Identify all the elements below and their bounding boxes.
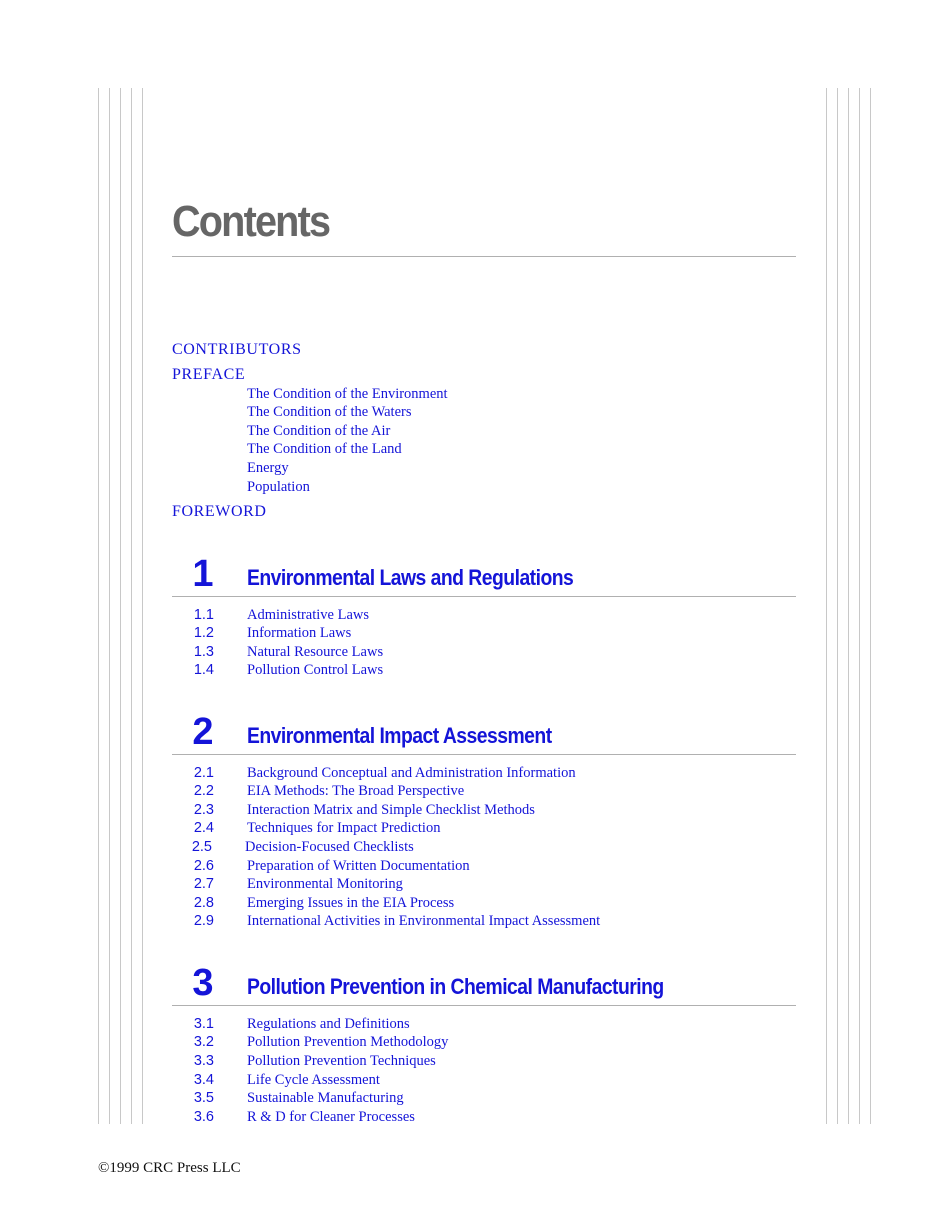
section-number: 2.9	[193, 913, 214, 929]
chapter-title[interactable]: Environmental Impact Assessment	[247, 723, 552, 748]
chapter-rule	[172, 596, 796, 597]
toc-link-preface-item[interactable]: Energy	[247, 460, 289, 476]
toc-link-preface-item[interactable]: The Condition of the Land	[247, 441, 402, 457]
section-number: 2.8	[193, 895, 214, 911]
toc-link-section[interactable]: Regulations and Definitions	[247, 1016, 410, 1032]
section-number: 2.1	[193, 765, 214, 781]
toc-link-section[interactable]: Background Conceptual and Administration Information	[247, 765, 576, 781]
section-number: 2.5	[191, 839, 212, 855]
margin-line	[826, 88, 827, 1124]
section-number: 3.5	[193, 1090, 214, 1106]
toc-link-contributors[interactable]: CONTRIBUTORS	[172, 341, 302, 358]
section-number: 1.3	[193, 644, 214, 660]
toc-link-section[interactable]: Emerging Issues in the EIA Process	[247, 895, 455, 911]
toc-link-foreword[interactable]: FOREWORD	[172, 503, 267, 520]
margin-line	[109, 88, 110, 1124]
toc-link-section[interactable]: Decision-Focused Checklists	[245, 839, 414, 855]
margin-line	[131, 88, 132, 1124]
section-number: 1.4	[193, 662, 214, 678]
chapter-rule	[172, 754, 796, 755]
section-number: 2.7	[193, 876, 214, 892]
chapter-number: 2	[192, 711, 214, 753]
toc-link-preface[interactable]: PREFACE	[172, 366, 246, 383]
toc-link-section[interactable]: Information Laws	[247, 625, 352, 641]
toc-link-section[interactable]: Sustainable Manufacturing	[247, 1090, 404, 1106]
margin-line	[120, 88, 121, 1124]
chapter-title[interactable]: Environmental Laws and Regulations	[247, 565, 574, 590]
chapter-rule	[172, 1005, 796, 1006]
toc-link-section[interactable]: Pollution Prevention Techniques	[247, 1053, 436, 1069]
toc-link-section[interactable]: Environmental Monitoring	[247, 876, 403, 892]
section-number: 2.4	[193, 820, 214, 836]
section-number: 3.2	[193, 1034, 214, 1050]
toc-link-section[interactable]: Preparation of Written Documentation	[247, 858, 470, 874]
toc-link-section[interactable]: Pollution Control Laws	[247, 662, 384, 678]
section-number: 2.6	[193, 858, 214, 874]
section-number: 3.4	[193, 1072, 214, 1088]
toc-link-section[interactable]: Pollution Prevention Methodology	[247, 1034, 449, 1050]
toc-link-preface-item[interactable]: Population	[247, 479, 310, 495]
margin-line	[837, 88, 838, 1124]
section-number: 3.1	[193, 1016, 214, 1032]
toc-link-section[interactable]: Interaction Matrix and Simple Checklist Methods	[247, 802, 535, 818]
toc-link-preface-item[interactable]: The Condition of the Waters	[247, 404, 412, 420]
margin-line	[870, 88, 871, 1124]
section-number: 1.1	[193, 607, 214, 623]
copyright-footer: ©1999 CRC Press LLC	[98, 1160, 241, 1176]
toc-link-section[interactable]: International Activities in Environmental Impact Assessment	[247, 913, 601, 929]
section-number: 2.3	[193, 802, 214, 818]
toc-link-section[interactable]: Life Cycle Assessment	[247, 1072, 380, 1088]
section-number: 3.3	[193, 1053, 214, 1069]
section-number: 3.6	[193, 1109, 214, 1125]
margin-line	[859, 88, 860, 1124]
margin-line	[142, 88, 143, 1124]
toc-link-preface-item[interactable]: The Condition of the Air	[247, 423, 391, 439]
title-rule	[172, 256, 796, 257]
margin-line	[98, 88, 99, 1124]
toc-link-section[interactable]: R & D for Cleaner Processes	[247, 1109, 415, 1125]
margin-line	[848, 88, 849, 1124]
toc-link-section[interactable]: EIA Methods: The Broad Perspective	[247, 783, 465, 799]
section-number: 1.2	[193, 625, 214, 641]
page-title: Contents	[172, 197, 330, 246]
toc-link-section[interactable]: Administrative Laws	[247, 607, 370, 623]
toc-link-section[interactable]: Natural Resource Laws	[247, 644, 384, 660]
chapter-number: 3	[192, 962, 214, 1004]
chapter-number: 1	[192, 553, 214, 595]
chapter-title[interactable]: Pollution Prevention in Chemical Manufacturing	[247, 974, 664, 999]
toc-link-preface-item[interactable]: The Condition of the Environment	[247, 386, 448, 402]
section-number: 2.2	[193, 783, 214, 799]
toc-link-section[interactable]: Techniques for Impact Prediction	[247, 820, 441, 836]
